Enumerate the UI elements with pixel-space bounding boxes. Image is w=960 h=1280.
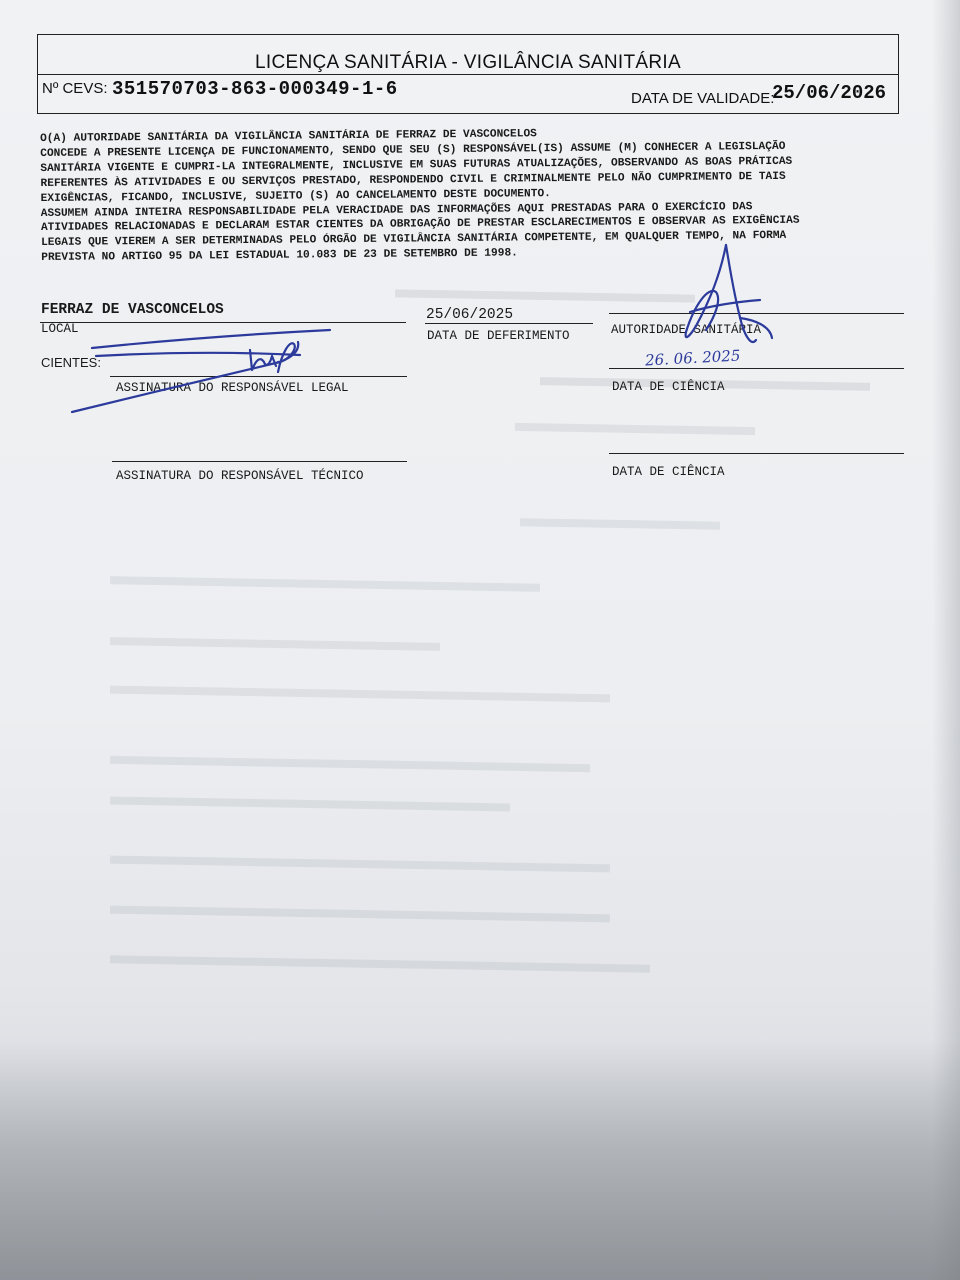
authority-label: AUTORIDADE SANITÁRIA <box>611 323 762 337</box>
statement-line: O(A) AUTORIDADE SANITÁRIA DA VIGILÂNCIA SANITÁRIA DE FERRAZ DE VASCONCELOS <box>40 128 537 145</box>
deferment-label: DATA DE DEFERIMENTO <box>427 329 570 343</box>
statement-line: SANITÁRIA VIGENTE E CUMPRI-LA INTEGRALMENTE, INCLUSIVE EM SUAS FUTURAS ATUALIZAÇÕES, OBSERVANDO AS BOAS PRÁTICAS <box>40 155 793 175</box>
statement-line: REFERENTES ÀS ATIVIDADES E OU SERVIÇOS PRESTADO, RESPONDENDO CIVIL E CRIMINALMENTE PELO NÃO CUMPRIMENTO DE TAIS <box>40 170 786 190</box>
handwritten-science-date: 26. 06. 2025 <box>644 346 741 370</box>
local-label: LOCAL <box>41 322 79 336</box>
cevs-label: Nº CEVS: <box>42 80 108 97</box>
science-date-label-1: DATA DE CIÊNCIA <box>612 380 725 394</box>
validity-date: 25/06/2026 <box>772 82 887 104</box>
tech-signature-label: ASSINATURA DO RESPONSÁVEL TÉCNICO <box>116 469 364 483</box>
photo-shadow <box>0 1040 960 1280</box>
statement-line: CONCEDE A PRESENTE LICENÇA DE FUNCIONAMENTO, SENDO QUE SEU (S) RESPONSÁVEL(IS) ASSUME (M) CONHECER A LEGISLAÇÃO <box>40 140 786 160</box>
statement-line: LEGAIS QUE VIEREM A SER DETERMINADAS PELO ÓRGÃO DE VIGILÂNCIA SANITÁRIA COMPETENTE, EM QUALQUER TEMPO, NA FORMA <box>41 230 787 250</box>
validity-label: DATA DE VALIDADE: <box>631 90 775 107</box>
local-value: FERRAZ DE VASCONCELOS <box>41 302 224 318</box>
statement-line: ASSUMEM AINDA INTEIRA RESPONSABILIDADE PELA VERACIDADE DAS INFORMAÇÕES AQUI PRESTADAS PARA O EXERCÍCIO DAS <box>40 200 753 220</box>
deferment-date: 25/06/2025 <box>426 307 514 323</box>
cientes-label: CIENTES: <box>41 355 101 370</box>
statement-line: PREVISTA NO ARTIGO 95 DA LEI ESTADUAL 10.083 DE 23 DE SETEMBRO DE 1998. <box>41 247 518 265</box>
document-title: LICENÇA SANITÁRIA - VIGILÂNCIA SANITÁRIA <box>255 52 681 73</box>
legal-signature-label: ASSINATURA DO RESPONSÁVEL LEGAL <box>116 381 349 395</box>
statement-line: EXIGÊNCIAS, FICANDO, INCLUSIVE, SUJEITO (S) AO CANCELAMENTO DESTE DOCUMENTO. <box>40 187 551 205</box>
statement-line: ATIVIDADES RELACIONADAS E DECLARAM ESTAR CIENTES DA OBRIGAÇÃO DE PRESTAR ESCLARECIMENTOS E OBSERVAR AS EXIGÊNCIAS <box>40 215 800 235</box>
science-date-label-2: DATA DE CIÊNCIA <box>612 465 725 479</box>
cevs-number: 351570703-863-000349-1-6 <box>112 78 398 100</box>
